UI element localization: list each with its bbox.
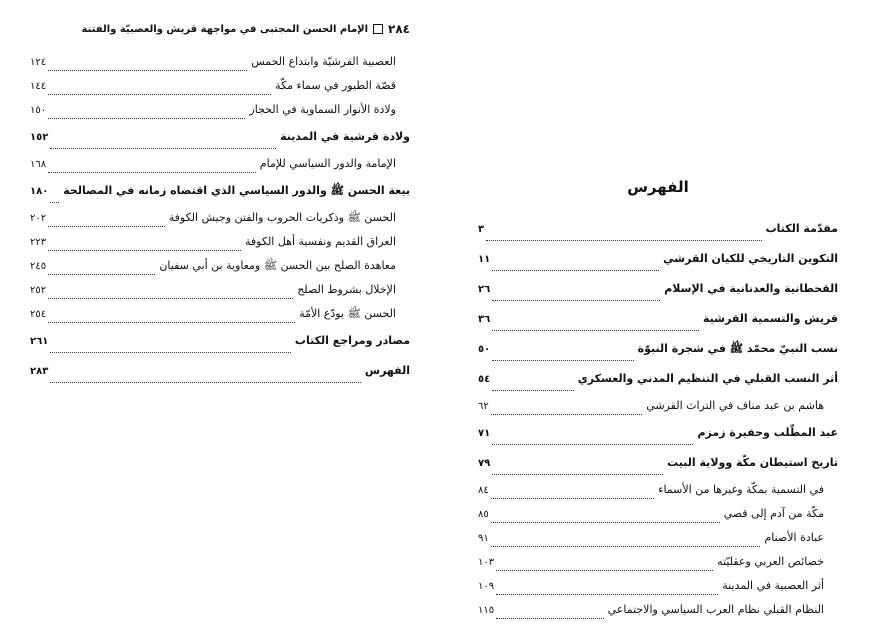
toc-entry-label: عبادة الأصنام [764, 531, 824, 544]
toc-entry-label: الحسن ﷺ يودّع الأمّة [299, 307, 396, 320]
toc-entry-page: ٢٢٣ [30, 237, 47, 248]
dot-leader [50, 351, 291, 353]
dot-leader [492, 389, 574, 391]
toc-title: الفهرس [627, 178, 689, 196]
dot-leader [48, 93, 271, 95]
toc-entry[interactable] [30, 152, 410, 176]
toc-entry-label: في التسمية بمكّة وغيرها من الأسماء [658, 483, 824, 496]
toc-entry[interactable] [478, 304, 838, 334]
toc-entry-label: ولادة الأنوار السماوية في الحجاز [249, 103, 396, 116]
right-page [478, 178, 838, 622]
toc-entry-label: العراق القديم ونفسية أهل الكوفة [245, 235, 396, 248]
toc-entry[interactable] [30, 278, 410, 302]
toc-entry-page: ٢٦ [478, 284, 491, 295]
toc-entry[interactable] [478, 502, 838, 526]
toc-entry-label: أثر العصبية في المدينة [722, 579, 824, 592]
dot-leader [48, 297, 293, 299]
dot-leader [491, 545, 761, 547]
toc-entry-label: خصائص العربي وعقليّته [717, 555, 824, 568]
dot-leader [50, 381, 361, 383]
toc-entry[interactable] [478, 550, 838, 574]
toc-entry-label: مقدّمة الكتاب [765, 222, 838, 235]
dot-leader [492, 473, 663, 475]
dot-leader [48, 225, 165, 227]
toc-entry-label: قصّة الطيور في سماء مكّة [275, 79, 396, 92]
toc-entry-label: الحسن ﷺ وذكريات الحروب والفتن وجيش الكوفة [168, 211, 396, 224]
toc-entry-page: ٥٤ [478, 374, 491, 385]
toc-entry-page: ٢٥٤ [30, 309, 47, 320]
toc-entry-page: ٢٠٢ [30, 213, 47, 224]
dot-leader [48, 171, 256, 173]
toc-entry-label: تاريخ استيطان مكّة وولاية البيت [667, 456, 838, 469]
toc-entry-label: قريش والتسمية القرشية [703, 312, 838, 325]
running-head [30, 18, 410, 40]
toc-entry-label: معاهدة الصلح بين الحسن ﷺ ومعاوية بن أبي سفيان [159, 259, 396, 272]
dot-leader [486, 239, 762, 241]
toc-entry[interactable] [478, 334, 838, 364]
toc-entry[interactable] [30, 98, 410, 122]
toc-entry[interactable] [30, 230, 410, 254]
dot-leader [492, 329, 699, 331]
toc-entry-page: ٩١ [478, 533, 489, 544]
dot-leader [48, 321, 295, 323]
toc-entry[interactable] [478, 274, 838, 304]
toc-entry[interactable] [478, 574, 838, 598]
toc-entry-label: الإمامة والدور السياسي للإمام [259, 157, 396, 170]
toc-entry-label: الفهرس [364, 364, 410, 377]
toc-list-right [478, 214, 838, 622]
toc-entry-label: الإخلال بشروط الصلح [297, 283, 396, 296]
toc-entry-page: ٨٤ [478, 485, 489, 496]
toc-entry[interactable] [478, 244, 838, 274]
toc-entry-page: ٣٦ [478, 314, 491, 325]
toc-entry-page: ١٠٣ [478, 557, 495, 568]
dot-leader [50, 147, 276, 149]
toc-entry-label: عبد المطّلب وحفيرة زمزم [697, 426, 838, 439]
toc-entry[interactable] [30, 302, 410, 326]
dot-leader [48, 249, 241, 251]
toc-entry-page: ١٥٠ [30, 105, 47, 116]
toc-entry[interactable] [478, 478, 838, 502]
toc-entry[interactable] [478, 526, 838, 550]
toc-entry-label: نسب النبيّ محمّد ﷺ في شجرة النبوّة [637, 342, 838, 355]
dot-leader [492, 299, 660, 301]
toc-entry-label: مكّة من آدم إلى قصي [723, 507, 824, 520]
toc-entry[interactable] [30, 206, 410, 230]
toc-entry-page: ٢٥٢ [30, 285, 47, 296]
toc-entry[interactable] [478, 598, 838, 622]
dot-leader [48, 273, 155, 275]
toc-entry-page: ٨٥ [478, 509, 489, 520]
toc-entry-page: ١١ [478, 254, 491, 265]
toc-entry[interactable] [478, 448, 838, 478]
toc-entry-page: ١٦٨ [30, 159, 47, 170]
dot-leader [492, 269, 659, 271]
left-page [30, 18, 410, 386]
dot-leader [491, 497, 655, 499]
toc-entry-label: هاشم بن عبد مناف في التراث القرشي [646, 399, 824, 412]
toc-entry-page: ١٢٤ [30, 57, 47, 68]
toc-entry-page: ٥٠ [478, 344, 491, 355]
toc-entry[interactable] [30, 254, 410, 278]
toc-entry-page: ٢٨٣ [30, 366, 49, 377]
toc-entry-page: ١٨٠ [30, 186, 49, 197]
toc-entry-page: ١٥٢ [30, 132, 49, 143]
toc-entry-page: ٢٦١ [30, 336, 49, 347]
toc-entry-label: أثر النسب القبلي في التنظيم المدني والعسكري [577, 372, 838, 385]
dot-leader [48, 69, 247, 71]
page-number: ٢٨٤ [388, 22, 410, 36]
dot-leader [492, 443, 693, 445]
toc-entry-label: النظام القبلي نظام العرب السياسي والاجتماعي [607, 603, 824, 616]
toc-entry-page: ٧٩ [478, 458, 491, 469]
toc-entry-page: ١٠٩ [478, 581, 495, 592]
dot-leader [492, 359, 633, 361]
toc-entry-label: ولادة قرشية في المدينة [280, 130, 410, 143]
dot-leader [491, 521, 720, 523]
toc-entry-page: ٦٢ [478, 401, 489, 412]
toc-entry-label: التكوين التاريخي للكيان القرشي [663, 252, 838, 265]
running-head-title: الإمام الحسن المجتبى في مواجهة قريش والعصبيّة والفتنة [81, 23, 369, 35]
dot-leader [496, 617, 604, 619]
toc-entry-label: العصبية القرشيّة وابتداع الحمس [251, 55, 396, 68]
toc-entry-page: ٢٤٥ [30, 261, 47, 272]
toc-entry[interactable] [478, 364, 838, 394]
dot-leader [496, 569, 713, 571]
toc-entry-label: القحطانية والعدنانية في الإسلام [664, 282, 838, 295]
toc-entry-page: ٣ [478, 224, 485, 235]
toc-entry[interactable] [478, 418, 838, 448]
toc-entry[interactable] [30, 74, 410, 98]
dot-leader [50, 201, 59, 203]
toc-entry-label: بيعة الحسن ﷺ والدور السياسي الذي اقتضاه زمانه في المصالحة [63, 184, 410, 197]
toc-entry-page: ١٤٤ [30, 81, 47, 92]
toc-entry[interactable] [478, 394, 838, 418]
toc-entry[interactable] [30, 176, 410, 206]
toc-entry[interactable] [30, 356, 410, 386]
toc-list-left [30, 50, 410, 386]
toc-entry-label: مصادر ومراجع الكتاب [294, 334, 410, 347]
toc-entry[interactable] [30, 122, 410, 152]
toc-entry[interactable] [478, 214, 838, 244]
toc-entry[interactable] [30, 326, 410, 356]
toc-entry-page: ٧١ [478, 428, 491, 439]
dot-leader [496, 593, 718, 595]
toc-entry[interactable] [30, 50, 410, 74]
square-ornament-icon [373, 24, 383, 34]
toc-entry-page: ١١٥ [478, 605, 495, 616]
dot-leader [491, 413, 642, 415]
dot-leader [48, 117, 245, 119]
